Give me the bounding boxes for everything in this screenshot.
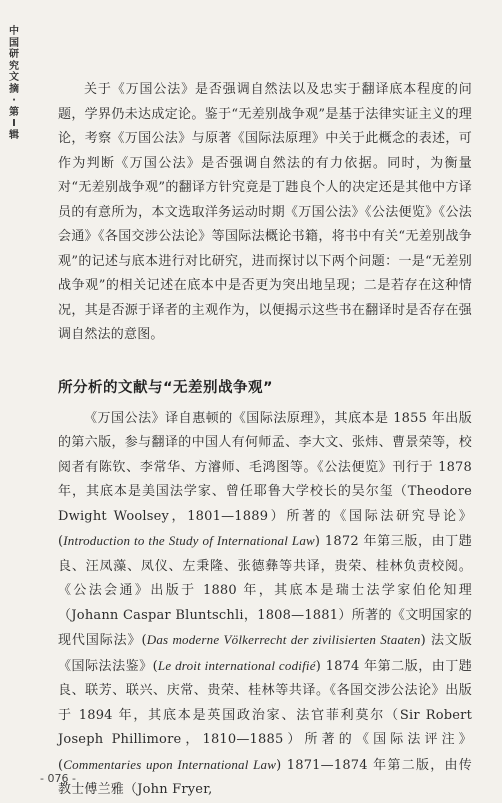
text-run: ) 1874 年第二版，由丁韪良、联芳、联兴、庆常、贵荣、桂林等共译。《各国交涉公法论》出版于 1894 年，其底本是英国政治家、法官菲利莫尔（Sir Robert Joseph Phillimore，1810—1885）所著的《国际法评注》( [58,658,473,773]
book-title-phillimore: Commentaries upon International Law [63,756,277,772]
book-title-french: Le droit international codifié [157,657,316,673]
text-run: ) 1871—1874 年第二版，由传教士傅兰雅（John Fryer, [58,757,472,797]
text-run: ) 1872 年第三版，由丁韪良、汪凤藻、凤仪、左秉隆、张德彝等共译，贵荣、桂林负责校阅。《公法会通》出版于 1880 年，其底本是瑞士法学家伯伦知理（Johann Caspar Bluntschli，1808—1881）所著的《文明国家的现代国际法》( [58,534,472,648]
page-body [58,78,472,803]
page-number: - 076 - [40,772,76,785]
book-title-woolsey: Introduction to the Study of International Law [63,533,315,548]
running-header-vertical: 中国研究文摘 · 第 I 辑 [9,26,19,141]
paragraph-intro: 关于《万国公法》是否强调自然法以及忠实于翻译底本程度的问题，学界仍未达成定论。鉴于“无差别战争观”是基于法律实证主义的理论，考察《万国公法》与原著《国际法原理》中关于此概念的表述，可作为判断《万国公法》是否强调自然法的有力依据。同时，为衡量对“无差别战争观”的翻译方针究竟是丁韪良个人的决定还是其他中方译员的有意所为，本文选取洋务运动时期《万国公法》《公法便览》《公法会通》《各国交涉公法论》等国际法概论书籍，将书中有关“无差别战争观”的记述与底本进行对比研究，进而探讨以下两个问题：一是“无差别战争观”的相关记述在底本中是否更为突出地呈现；二是若存在这种情况，其是否源于译者的主观作为，以便揭示这些书在翻译时是否存在强调自然法的意图。 [58,82,472,342]
text-run: ) 法文版《国际法法鉴》( [58,633,472,674]
text-run: 《万国公法》译自惠顿的《国际法原理》，其底本是 1855 年出版的第六版，参与翻译的中国人有何师孟、李大文、张炜、曹景荣等，校阅者有陈钦、李常华、方濬师、毛鸿图等。《公法便览》刊行于 1878 年，其底本是美国法学家、曾任耶鲁大学校长的吴尔玺（Theodore Dwight Woolsey，1801—1889）所著的《国际法研究导论》( [58,410,472,549]
book-title-bluntschli: Das moderne Völkerrecht der zivilisierten Staaten [146,632,421,647]
section-heading: 所分析的文献与“无差别战争观” [58,379,274,396]
paragraph-sources [58,407,472,803]
